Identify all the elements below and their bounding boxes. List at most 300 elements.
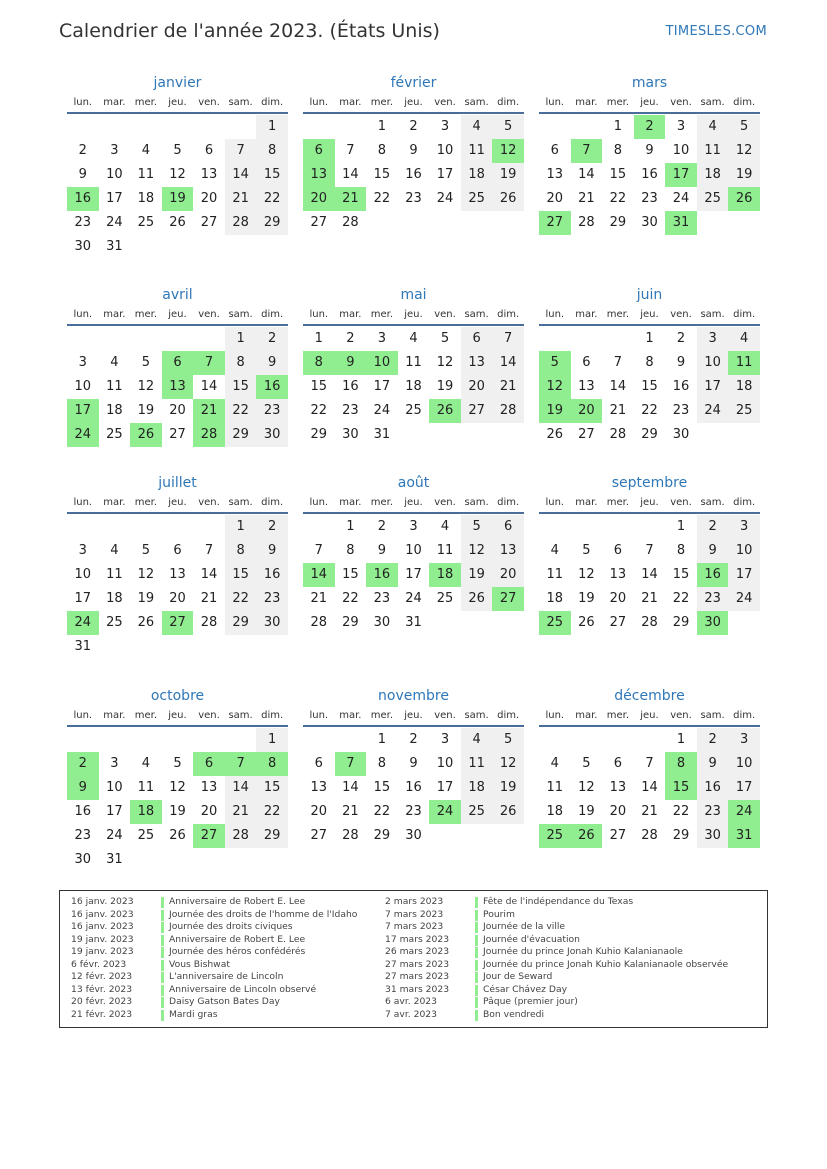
day-cell[interactable]: 12 [137,379,155,394]
day-cell[interactable]: 12 [492,752,524,776]
day-cell[interactable]: 29 [609,215,627,230]
day-cell[interactable]: 9 [645,143,654,158]
day-cell[interactable]: 17 [436,167,454,182]
holiday-day-cell[interactable]: 2 [634,115,666,139]
day-cell[interactable]: 5 [728,115,760,139]
holiday-day-cell[interactable]: 9 [335,351,367,375]
day-cell[interactable]: 20 [609,591,627,606]
day-cell[interactable]: 10 [697,351,729,375]
day-cell[interactable]: 27 [461,399,493,423]
day-cell[interactable]: 19 [578,591,595,606]
day-cell[interactable]: 4 [141,756,151,771]
day-cell[interactable]: 21 [225,800,257,824]
day-cell[interactable]: 16 [74,804,92,819]
day-cell[interactable]: 29 [342,615,359,630]
day-cell[interactable]: 26 [169,828,186,843]
holiday-day-cell[interactable]: 9 [67,776,99,800]
day-cell[interactable]: 15 [342,567,359,582]
day-cell[interactable]: 2 [346,331,355,346]
day-cell[interactable]: 8 [377,756,387,771]
day-cell[interactable]: 23 [405,191,422,206]
day-cell[interactable]: 26 [169,215,186,230]
day-cell[interactable]: 23 [672,403,690,418]
day-cell[interactable]: 31 [106,239,123,254]
day-cell[interactable]: 13 [609,567,627,582]
day-cell[interactable]: 30 [256,423,288,447]
holiday-day-cell[interactable]: 27 [193,824,225,848]
day-cell[interactable]: 27 [169,427,186,442]
holiday-day-cell[interactable]: 24 [67,423,99,447]
day-cell[interactable]: 1 [256,728,288,752]
day-cell[interactable]: 5 [461,515,493,539]
day-cell[interactable]: 3 [78,355,87,370]
holiday-day-cell[interactable]: 8 [303,351,335,375]
day-cell[interactable]: 14 [200,567,218,582]
day-cell[interactable]: 16 [641,167,658,182]
day-cell[interactable]: 14 [200,379,218,394]
day-cell[interactable]: 27 [578,427,595,442]
day-cell[interactable]: 2 [377,519,387,534]
holiday-day-cell[interactable]: 7 [193,351,225,375]
day-cell[interactable]: 30 [373,615,391,630]
day-cell[interactable]: 3 [110,143,119,158]
day-cell[interactable]: 3 [728,728,760,752]
day-cell[interactable]: 15 [373,780,391,795]
day-cell[interactable]: 16 [697,776,729,800]
day-cell[interactable]: 30 [697,824,729,848]
day-cell[interactable]: 7 [492,327,524,351]
day-cell[interactable]: 29 [225,423,257,447]
day-cell[interactable]: 28 [492,399,524,423]
day-cell[interactable]: 3 [110,756,119,771]
holiday-day-cell[interactable]: 2 [67,752,99,776]
day-cell[interactable]: 10 [106,167,123,182]
day-cell[interactable]: 24 [405,591,422,606]
day-cell[interactable]: 17 [106,804,123,819]
day-cell[interactable]: 22 [256,800,288,824]
day-cell[interactable]: 12 [436,355,454,370]
holiday-day-cell[interactable]: 16 [256,375,288,399]
day-cell[interactable]: 18 [137,191,155,206]
day-cell[interactable]: 11 [106,379,123,394]
day-cell[interactable]: 28 [342,828,359,843]
day-cell[interactable]: 28 [342,215,359,230]
day-cell[interactable]: 4 [110,355,119,370]
day-cell[interactable]: 15 [225,375,257,399]
day-cell[interactable]: 22 [256,187,288,211]
day-cell[interactable]: 28 [225,824,257,848]
brand-logo-link[interactable]: TIMESLES.COM [665,24,767,39]
day-cell[interactable]: 9 [409,756,418,771]
day-cell[interactable]: 25 [461,187,493,211]
day-cell[interactable]: 3 [676,119,686,134]
day-cell[interactable]: 22 [373,804,391,819]
day-cell[interactable]: 23 [74,215,92,230]
holiday-day-cell[interactable]: 30 [697,611,729,635]
day-cell[interactable]: 12 [578,567,595,582]
day-cell[interactable]: 13 [492,539,524,563]
day-cell[interactable]: 4 [728,327,760,351]
holiday-day-cell[interactable]: 26 [429,399,461,423]
day-cell[interactable]: 9 [78,167,87,182]
day-cell[interactable]: 2 [697,515,729,539]
day-cell[interactable]: 25 [106,427,123,442]
day-cell[interactable]: 2 [256,515,288,539]
day-cell[interactable]: 20 [609,804,627,819]
day-cell[interactable]: 7 [346,143,355,158]
day-cell[interactable]: 1 [645,331,654,346]
day-cell[interactable]: 1 [225,327,257,351]
holiday-day-cell[interactable]: 31 [665,211,697,235]
holiday-day-cell[interactable]: 13 [162,375,194,399]
day-cell[interactable]: 22 [310,403,328,418]
day-cell[interactable]: 5 [173,143,182,158]
day-cell[interactable]: 3 [440,119,450,134]
day-cell[interactable]: 17 [106,191,123,206]
day-cell[interactable]: 1 [225,515,257,539]
day-cell[interactable]: 19 [137,591,155,606]
day-cell[interactable]: 15 [256,163,288,187]
day-cell[interactable]: 11 [697,139,729,163]
holiday-day-cell[interactable]: 11 [728,351,760,375]
day-cell[interactable]: 30 [74,239,92,254]
day-cell[interactable]: 29 [225,611,257,635]
day-cell[interactable]: 19 [578,804,595,819]
day-cell[interactable]: 8 [225,539,257,563]
day-cell[interactable]: 27 [609,615,627,630]
holiday-day-cell[interactable]: 25 [539,611,571,635]
day-cell[interactable]: 16 [342,379,359,394]
day-cell[interactable]: 23 [256,587,288,611]
day-cell[interactable]: 18 [461,163,493,187]
day-cell[interactable]: 6 [582,355,591,370]
day-cell[interactable]: 11 [461,752,493,776]
day-cell[interactable]: 25 [728,399,760,423]
day-cell[interactable]: 31 [373,427,391,442]
day-cell[interactable]: 25 [461,800,493,824]
day-cell[interactable]: 26 [461,587,493,611]
day-cell[interactable]: 30 [74,852,92,867]
day-cell[interactable]: 23 [697,587,729,611]
day-cell[interactable]: 26 [492,800,524,824]
day-cell[interactable]: 24 [373,403,391,418]
holiday-day-cell[interactable]: 26 [130,423,162,447]
day-cell[interactable]: 2 [78,143,87,158]
day-cell[interactable]: 29 [672,615,690,630]
holiday-day-cell[interactable]: 16 [366,563,398,587]
holiday-day-cell[interactable]: 5 [539,351,571,375]
day-cell[interactable]: 2 [256,327,288,351]
day-cell[interactable]: 7 [645,543,654,558]
holiday-day-cell[interactable]: 15 [665,776,697,800]
day-cell[interactable]: 11 [546,780,564,795]
day-cell[interactable]: 15 [641,379,658,394]
day-cell[interactable]: 13 [200,167,218,182]
day-cell[interactable]: 22 [609,191,627,206]
day-cell[interactable]: 18 [106,591,123,606]
day-cell[interactable]: 7 [613,355,623,370]
day-cell[interactable]: 9 [676,355,686,370]
day-cell[interactable]: 20 [546,191,564,206]
day-cell[interactable]: 1 [676,519,686,534]
day-cell[interactable]: 23 [74,828,92,843]
day-cell[interactable]: 5 [582,756,591,771]
day-cell[interactable]: 6 [613,543,623,558]
day-cell[interactable]: 4 [440,519,450,534]
day-cell[interactable]: 20 [200,191,218,206]
day-cell[interactable]: 18 [106,403,123,418]
day-cell[interactable]: 5 [173,756,182,771]
day-cell[interactable]: 6 [613,756,623,771]
day-cell[interactable]: 28 [310,615,328,630]
day-cell[interactable]: 15 [609,167,627,182]
day-cell[interactable]: 12 [169,167,186,182]
day-cell[interactable]: 26 [546,427,564,442]
day-cell[interactable]: 30 [256,611,288,635]
day-cell[interactable]: 19 [169,804,186,819]
day-cell[interactable]: 23 [405,804,422,819]
day-cell[interactable]: 9 [409,143,418,158]
day-cell[interactable]: 20 [200,804,218,819]
day-cell[interactable]: 21 [225,187,257,211]
day-cell[interactable]: 1 [377,732,387,747]
holiday-day-cell[interactable]: 6 [162,351,194,375]
day-cell[interactable]: 18 [405,379,422,394]
day-cell[interactable]: 20 [492,563,524,587]
holiday-day-cell[interactable]: 20 [303,187,335,211]
day-cell[interactable]: 11 [436,543,454,558]
day-cell[interactable]: 26 [137,615,155,630]
day-cell[interactable]: 12 [137,567,155,582]
day-cell[interactable]: 27 [200,215,218,230]
day-cell[interactable]: 22 [641,403,658,418]
day-cell[interactable]: 6 [204,143,214,158]
holiday-day-cell[interactable]: 12 [492,139,524,163]
holiday-day-cell[interactable]: 17 [665,163,697,187]
day-cell[interactable]: 14 [578,167,595,182]
holiday-day-cell[interactable]: 27 [162,611,194,635]
day-cell[interactable]: 9 [697,539,729,563]
holiday-day-cell[interactable]: 26 [728,187,760,211]
day-cell[interactable]: 25 [137,215,155,230]
day-cell[interactable]: 5 [141,355,151,370]
day-cell[interactable]: 25 [137,828,155,843]
day-cell[interactable]: 17 [405,567,422,582]
day-cell[interactable]: 22 [672,591,690,606]
holiday-day-cell[interactable]: 13 [303,163,335,187]
day-cell[interactable]: 17 [697,375,729,399]
day-cell[interactable]: 20 [169,403,186,418]
day-cell[interactable]: 25 [697,187,729,211]
day-cell[interactable]: 7 [204,543,214,558]
day-cell[interactable]: 5 [492,728,524,752]
holiday-day-cell[interactable]: 27 [492,587,524,611]
day-cell[interactable]: 4 [550,543,559,558]
holiday-day-cell[interactable]: 7 [225,752,257,776]
day-cell[interactable]: 28 [641,615,658,630]
holiday-day-cell[interactable]: 18 [429,563,461,587]
holiday-day-cell[interactable]: 16 [67,187,99,211]
day-cell[interactable]: 14 [225,776,257,800]
day-cell[interactable]: 22 [373,191,391,206]
day-cell[interactable]: 28 [225,211,257,235]
day-cell[interactable]: 8 [377,143,387,158]
day-cell[interactable]: 1 [613,119,623,134]
day-cell[interactable]: 12 [578,780,595,795]
day-cell[interactable]: 28 [609,427,627,442]
day-cell[interactable]: 14 [609,379,627,394]
day-cell[interactable]: 27 [609,828,627,843]
day-cell[interactable]: 23 [697,800,729,824]
day-cell[interactable]: 18 [697,163,729,187]
day-cell[interactable]: 2 [697,728,729,752]
day-cell[interactable]: 8 [256,139,288,163]
day-cell[interactable]: 19 [492,776,524,800]
day-cell[interactable]: 6 [492,515,524,539]
day-cell[interactable]: 6 [173,543,182,558]
day-cell[interactable]: 4 [461,728,493,752]
day-cell[interactable]: 27 [310,215,328,230]
day-cell[interactable]: 25 [106,615,123,630]
day-cell[interactable]: 5 [141,543,151,558]
day-cell[interactable]: 5 [582,543,591,558]
day-cell[interactable]: 11 [137,167,155,182]
day-cell[interactable]: 2 [676,331,686,346]
day-cell[interactable]: 1 [676,732,686,747]
day-cell[interactable]: 17 [373,379,391,394]
day-cell[interactable]: 16 [405,780,422,795]
day-cell[interactable]: 15 [310,379,328,394]
day-cell[interactable]: 26 [492,187,524,211]
day-cell[interactable]: 28 [641,828,658,843]
day-cell[interactable]: 29 [672,828,690,843]
day-cell[interactable]: 3 [409,519,418,534]
day-cell[interactable]: 21 [310,591,328,606]
day-cell[interactable]: 29 [256,824,288,848]
holiday-day-cell[interactable]: 16 [697,563,729,587]
day-cell[interactable]: 3 [728,515,760,539]
day-cell[interactable]: 16 [256,563,288,587]
day-cell[interactable]: 29 [373,828,391,843]
day-cell[interactable]: 26 [578,615,595,630]
day-cell[interactable]: 21 [200,591,218,606]
day-cell[interactable]: 10 [436,756,454,771]
day-cell[interactable]: 30 [672,427,690,442]
holiday-day-cell[interactable]: 20 [571,399,603,423]
day-cell[interactable]: 6 [461,327,493,351]
day-cell[interactable]: 24 [728,587,760,611]
holiday-day-cell[interactable]: 25 [539,824,571,848]
day-cell[interactable]: 11 [137,780,155,795]
day-cell[interactable]: 6 [314,756,323,771]
day-cell[interactable]: 7 [645,756,654,771]
day-cell[interactable]: 23 [342,403,359,418]
day-cell[interactable]: 14 [342,167,359,182]
day-cell[interactable]: 30 [641,215,658,230]
day-cell[interactable]: 18 [546,804,564,819]
day-cell[interactable]: 17 [728,563,760,587]
day-cell[interactable]: 1 [346,519,355,534]
day-cell[interactable]: 4 [461,115,493,139]
day-cell[interactable]: 14 [225,163,257,187]
day-cell[interactable]: 13 [169,567,186,582]
day-cell[interactable]: 3 [697,327,729,351]
day-cell[interactable]: 24 [697,399,729,423]
day-cell[interactable]: 24 [436,191,454,206]
holiday-day-cell[interactable]: 6 [193,752,225,776]
holiday-day-cell[interactable]: 19 [162,187,194,211]
day-cell[interactable]: 19 [137,403,155,418]
day-cell[interactable]: 8 [613,143,623,158]
day-cell[interactable]: 8 [225,351,257,375]
day-cell[interactable]: 2 [409,119,418,134]
day-cell[interactable]: 9 [697,752,729,776]
day-cell[interactable]: 22 [672,804,690,819]
day-cell[interactable]: 1 [314,331,323,346]
day-cell[interactable]: 10 [728,752,760,776]
day-cell[interactable]: 1 [256,115,288,139]
day-cell[interactable]: 18 [546,591,564,606]
day-cell[interactable]: 19 [436,379,454,394]
day-cell[interactable]: 9 [256,351,288,375]
day-cell[interactable]: 4 [409,331,418,346]
day-cell[interactable]: 31 [106,852,123,867]
day-cell[interactable]: 30 [405,828,422,843]
day-cell[interactable]: 8 [645,355,654,370]
holiday-day-cell[interactable]: 6 [303,139,335,163]
day-cell[interactable]: 17 [728,776,760,800]
holiday-day-cell[interactable]: 21 [335,187,367,211]
holiday-day-cell[interactable]: 24 [429,800,461,824]
day-cell[interactable]: 24 [106,215,123,230]
day-cell[interactable]: 20 [310,804,328,819]
day-cell[interactable]: 9 [377,543,387,558]
day-cell[interactable]: 15 [256,776,288,800]
day-cell[interactable]: 24 [106,828,123,843]
day-cell[interactable]: 21 [578,191,595,206]
day-cell[interactable]: 22 [225,399,257,423]
day-cell[interactable]: 10 [106,780,123,795]
day-cell[interactable]: 14 [641,780,658,795]
holiday-day-cell[interactable]: 21 [193,399,225,423]
day-cell[interactable]: 21 [641,591,658,606]
day-cell[interactable]: 13 [609,780,627,795]
day-cell[interactable]: 28 [200,615,218,630]
day-cell[interactable]: 3 [440,732,450,747]
day-cell[interactable]: 28 [578,215,595,230]
day-cell[interactable]: 10 [74,567,92,582]
day-cell[interactable]: 25 [405,403,422,418]
day-cell[interactable]: 23 [256,399,288,423]
day-cell[interactable]: 4 [550,756,559,771]
holiday-day-cell[interactable]: 8 [256,752,288,776]
day-cell[interactable]: 29 [310,427,328,442]
day-cell[interactable]: 1 [377,119,387,134]
day-cell[interactable]: 16 [405,167,422,182]
day-cell[interactable]: 25 [436,591,454,606]
holiday-day-cell[interactable]: 27 [539,211,571,235]
day-cell[interactable]: 14 [492,351,524,375]
holiday-day-cell[interactable]: 19 [539,399,571,423]
day-cell[interactable]: 22 [342,591,359,606]
holiday-day-cell[interactable]: 12 [539,375,571,399]
day-cell[interactable]: 20 [461,375,493,399]
day-cell[interactable]: 12 [169,780,186,795]
day-cell[interactable]: 7 [314,543,323,558]
day-cell[interactable]: 13 [200,780,218,795]
day-cell[interactable]: 18 [461,776,493,800]
day-cell[interactable]: 19 [461,563,493,587]
